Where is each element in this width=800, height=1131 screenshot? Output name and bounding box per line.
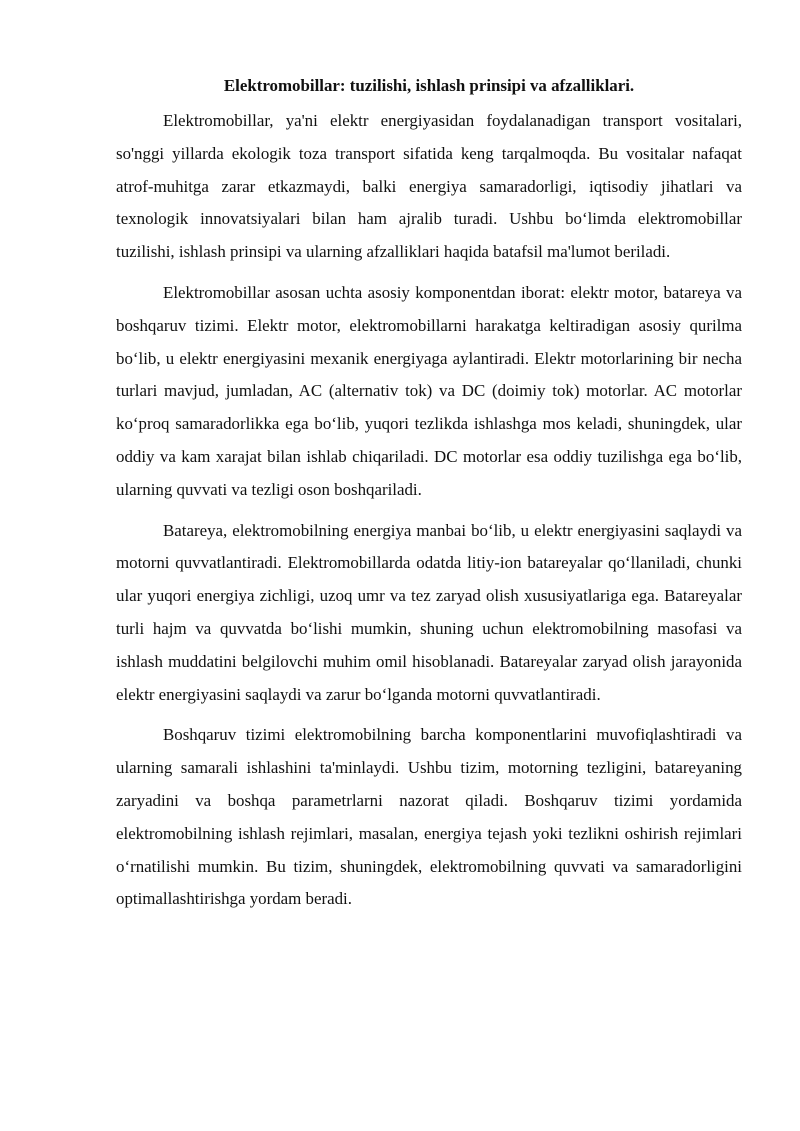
document-title: Elektromobillar: tuzilishi, ishlash prinsipi va afzalliklari. <box>223 76 635 95</box>
paragraph-introduction: Elektromobillar, ya'ni elektr energiyasidan foydalanadigan transport vositalari, so'nggi yillarda ekologik toza transport sifatida keng tarqalmoqda. Bu vositalar nafaqat atrof-muhitga zarar etkazmaydi, balki energiya samaradorligi, iqtisodiy jihatlari va texnologik innovatsiyalari bilan ham ajralib turadi. Ushbu bo‘limda elektromobillar tuzilishi, ishlash prinsipi va ularning afzalliklari haqida batafsil ma'lumot beriladi. <box>116 111 742 262</box>
paragraph-battery: Batareya, elektromobilning energiya manbai bo‘lib, u elektr energiyasini saqlaydi va motorni quvvatlantiradi. Elektromobillarda odatda litiy-ion batareyalar qo‘llaniladi, chunki ular yuqori energiya zichligi, uzoq umr va tez zaryad olish xususiyatlariga ega. Batareyalar turli hajm va quvvatda bo‘lishi mumkin, shuning uchun elektromobilning masofasi va ishlash muddatini belgilovchi muhim omil hisoblanadi. Batareyalar zaryad olish jarayonida elektr energiyasini saqlaydi va zarur bo‘lganda motorni quvvatlantiradi. <box>116 520 742 704</box>
paragraph-control-system: Boshqaruv tizimi elektromobilning barcha komponentlarini muvofiqlashtiradi va ularning samarali ishlashini ta'minlaydi. Ushbu tizim, motorning tezligini, batareyaning zaryadini va boshqa parametrlarni nazorat qiladi. Boshqaruv tizimi yordamida elektromobilning ishlash rejimlari, masalan, energiya tejash yoki tezlikni oshirish rejimlari o‘rnatilishi mumkin. Bu tizim, shuningdek, elektromobilning quvvati va samaradorligini optimallashtirishga yordam beradi. <box>116 725 742 909</box>
document-page <box>116 70 742 924</box>
paragraph-components-motor: Elektromobillar asosan uchta asosiy komponentdan iborat: elektr motor, batareya va boshqaruv tizimi. Elektr motor, elektromobillarni harakatga keltiradigan asosiy qurilma bo‘lib, u elektr energiyasini mexanik energiyaga aylantiradi. Elektr motorlarining bir necha turlari mavjud, jumladan, AC (alternativ tok) va DC (doimiy tok) motorlar. AC motorlar ko‘proq samaradorlikka ega bo‘lib, yuqori tezlikda ishlashga mos keladi, shuningdek, ular oddiy va kam xarajat bilan ishlab chiqariladi. DC motorlar esa oddiy tuzilishga ega bo‘lib, ularning quvvati va tezligi oson boshqariladi. <box>116 282 742 499</box>
